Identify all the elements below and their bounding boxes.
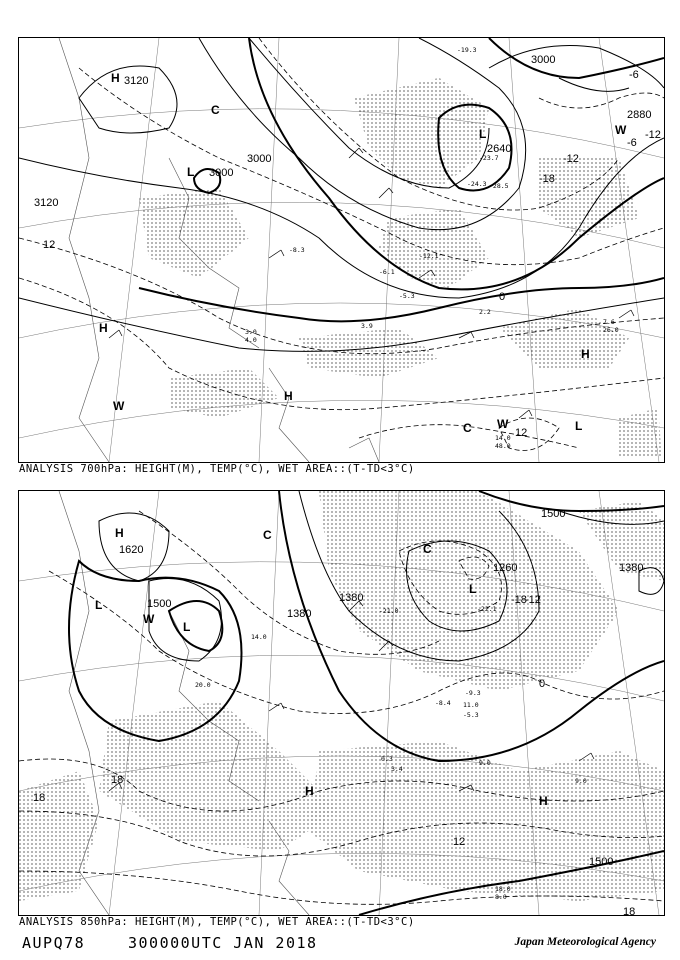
station-value: -28.5 — [489, 182, 509, 190]
station-value: -8.3 — [289, 246, 305, 254]
height-label: 1380 — [619, 562, 644, 574]
height-label: 2880 — [627, 109, 652, 121]
station-value: -5.3 — [399, 292, 415, 300]
low-center: L — [479, 127, 487, 141]
caption-850hpa: ANALYSIS 850hPa: HEIGHT(M), TEMP(°C), WET AREA::(T-TD<3°C) — [19, 916, 415, 928]
station-value: 14.0 — [251, 633, 267, 641]
height-label: 1380 — [287, 608, 312, 620]
warm-center: W — [497, 417, 509, 431]
station-value: -6.1 — [379, 268, 395, 276]
station-value: 3.0 — [245, 328, 257, 336]
temp-labels — [43, 69, 661, 439]
high-center: H — [284, 389, 293, 403]
height-label: 1260 — [493, 562, 518, 574]
temp-label: -18 — [511, 594, 527, 606]
cold-center: C — [463, 421, 472, 435]
chart-code: AUPQ78 — [22, 934, 86, 952]
station-value: 11.0 — [463, 701, 479, 709]
station-value: 9.0 — [479, 759, 491, 767]
low-center: L — [575, 419, 583, 433]
station-value: 8.0 — [495, 893, 507, 901]
station-value: -12.1 — [419, 252, 439, 260]
high-center: H — [539, 794, 548, 808]
low-center: L — [183, 620, 191, 634]
temp-label: 18 — [111, 774, 124, 786]
station-value: 14.0 — [495, 434, 511, 442]
temp-label: -12 — [645, 129, 661, 141]
height-label: 1500 — [147, 598, 172, 610]
station-value: -8.4 — [435, 699, 451, 707]
height-label: 3120 — [34, 197, 59, 209]
height-label: 3000 — [209, 167, 234, 179]
caption-700hpa: ANALYSIS 700hPa: HEIGHT(M), TEMP(°C), WET AREA::(T-TD<3°C) — [19, 463, 415, 475]
cold-center: C — [423, 542, 432, 556]
height-label: 1500 — [589, 856, 614, 868]
station-value: -9.3 — [465, 689, 481, 697]
high-center: H — [115, 526, 124, 540]
cold-center: C — [263, 528, 272, 542]
station-value: 20.0 — [195, 681, 211, 689]
warm-center: W — [143, 612, 155, 626]
high-center: H — [305, 784, 314, 798]
station-value: 9.0 — [575, 777, 587, 785]
high-center: H — [581, 347, 590, 361]
temp-label: 12 — [43, 239, 56, 251]
temp-label: 0 — [499, 291, 506, 303]
station-value: -19.3 — [457, 46, 477, 54]
station-value: 4.0 — [245, 336, 257, 344]
height-label: 1620 — [119, 544, 144, 556]
low-center: L — [187, 165, 195, 179]
station-value: 0.3 — [381, 755, 393, 763]
height-label: 3000 — [531, 54, 556, 66]
warm-center: W — [113, 399, 125, 413]
temp-label: -18 — [539, 173, 555, 185]
station-value: 3.9 — [361, 322, 373, 330]
height-label: 1380 — [339, 592, 364, 604]
height-label: 2640 — [487, 143, 512, 155]
warm-center: W — [615, 123, 627, 137]
station-value: 26.0 — [603, 326, 619, 334]
cold-center: C — [211, 103, 220, 117]
chart-700hpa — [18, 37, 665, 463]
temp-label: 12 — [453, 836, 466, 848]
valid-time: 300000UTC JAN 2018 — [128, 934, 318, 952]
temp-label: 12 — [515, 427, 528, 439]
station-value: 48.0 — [495, 442, 511, 450]
low-center: L — [469, 582, 477, 596]
station-value: -5.3 — [463, 711, 479, 719]
station-value: -23.7 — [479, 154, 499, 162]
station-value: 2.2 — [479, 308, 491, 316]
temp-label: -12 — [525, 594, 541, 606]
temp-label: 0 — [539, 678, 546, 690]
chart-850hpa — [18, 490, 665, 916]
temp-label: -6 — [627, 137, 637, 149]
chart-700hpa-map — [19, 38, 664, 462]
low-center: L — [95, 598, 103, 612]
station-value: 18.0 — [495, 885, 511, 893]
temp-label: 18 — [33, 792, 46, 804]
station-value: -24.3 — [467, 180, 487, 188]
station-value: 3.4 — [391, 765, 403, 773]
temp-label: -12 — [563, 153, 579, 165]
chart-850hpa-map — [19, 491, 664, 915]
height-label: 3120 — [124, 75, 149, 87]
height-label: 3000 — [247, 153, 272, 165]
high-center: H — [99, 321, 108, 335]
station-value: -22.1 — [477, 605, 497, 613]
temp-label: -6 — [629, 69, 639, 81]
temp-label: 18 — [623, 906, 636, 915]
high-center: H — [111, 71, 120, 85]
station-value: 7.6 — [603, 318, 615, 326]
station-value: -21.0 — [379, 607, 399, 615]
height-label: 1500 — [541, 508, 566, 520]
agency-name: Japan Meteorological Agency — [514, 936, 656, 948]
